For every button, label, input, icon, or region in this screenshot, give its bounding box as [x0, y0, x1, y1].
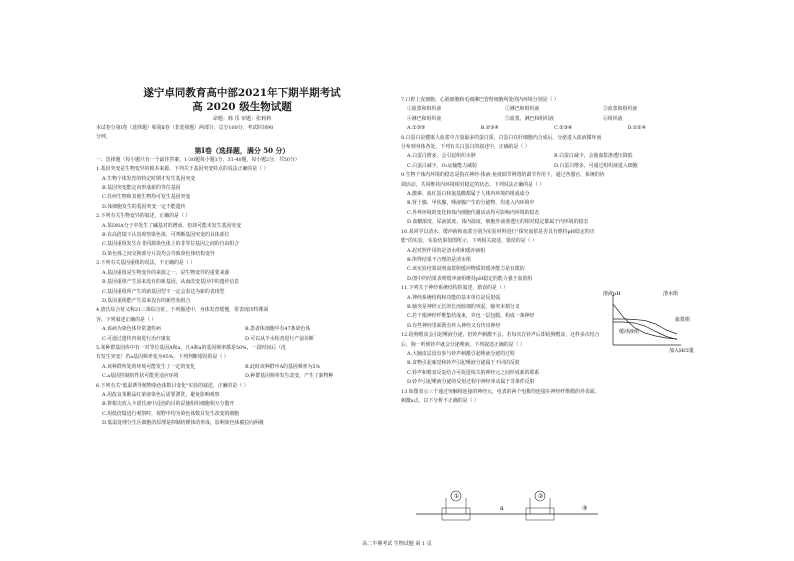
option-grid: [96, 363, 388, 382]
answer-option: D.可以从羊水检查进行产前诊断: [245, 335, 314, 342]
question-block: [96, 344, 388, 363]
answer-option: A.基因重组是生物变异的来源之一，是生物变异的重要来源: [102, 269, 230, 276]
option-grid: [401, 152, 701, 171]
figure-label: ①: [454, 493, 460, 500]
answer-option: C.若干根神经纤维集结成束，外包一层包膜，构成一条神经: [407, 313, 535, 320]
question-stem: 6.下列有关"低温诱导植物染色体数目变化"实验的叙述，正确的是（ ）: [96, 382, 249, 389]
question-stem: 1.基因突变是生物变异的根本来源。下列关于基因突变特点的说法正确的是（ ）: [96, 166, 269, 173]
answer-option: D.体细胞发生的基因突变一定不能遗传: [102, 203, 186, 210]
question-stem: 分布到身体各处。下列有关白蛋白的叙述中，正确的是（ ）: [401, 144, 530, 151]
answer-option: A.神经系统结构和功能的基本单位是反射弧: [407, 294, 501, 301]
answer-option: A.起对照作用的是清水组和缓冲液组: [407, 247, 486, 254]
answer-option: B.所得结果不合理的是清水组: [407, 256, 471, 263]
answer-option: B.基因突变能定向形成新的等位基因: [102, 185, 181, 192]
answer-option: ⑥组织液: [603, 115, 623, 122]
answer-option: D.图中的结果表明缓冲液组维持pH稳定的能力强于血浆组: [407, 275, 533, 282]
right-column: [401, 96, 701, 406]
answer-option: ③血浆和组织液: [603, 106, 638, 113]
answer-option: A.生物个体发育的特定时期才发生基因突变: [102, 175, 196, 182]
question-stem: 能"的实验，实验结果如图所示，下列相关叙述，错误的是（ ）: [401, 238, 537, 245]
question-stem: 8.白蛋白是健康人血浆中含量最多的蛋白质，白蛋白在肝细胞内合成后，分泌进入血液循环而: [401, 134, 602, 141]
question-stem: 3.下列有关基因重组的说法，不正确的是（ ）: [96, 260, 196, 267]
answer-option: D.铃声引起唾液分泌的反射过程中神经冲动属于非条件反射: [407, 379, 535, 386]
figure-label: ②: [538, 493, 544, 500]
answer-option: B.②③④: [480, 125, 499, 132]
question-block: [401, 96, 701, 105]
answer-option: B.将根尖放入卡诺氏液中浸泡的目的是使组织细胞相互分散开: [102, 401, 235, 408]
answer-option: C.该实验结果说明血浆组缓冲物质的缓冲能力是有限的: [407, 266, 525, 273]
figure-label: ③: [582, 505, 588, 512]
answer-option: A.①③⑤: [407, 125, 426, 132]
option-row: [96, 372, 388, 381]
answer-option: D.有些神经里面既有传入神经又有传出神经: [407, 322, 501, 329]
answer-option: ②淋巴和组织液: [505, 106, 540, 113]
answer-option: D.低温处理分生区细胞的原理是抑制纺锤体的形成，影响染色体被拉向两极: [102, 420, 264, 427]
answer-option: A.白蛋白增多，会引起组织水肿: [407, 153, 476, 160]
answer-option: A.该种群所处的环境可能发生了一定的变化: [102, 363, 196, 370]
answer-option: B.肾上腺、甲状腺、唾液腺产生的分泌物，均进入内环境中: [407, 200, 535, 207]
x-axis-label: 加入HCl量: [669, 348, 694, 353]
question-block: [96, 165, 388, 325]
page-footer: 高二半期考试 生物试题 第 1 页: [362, 541, 432, 547]
exam-title: 遂宁卓同教育高中部2021年下期半期考试: [143, 87, 341, 99]
answer-option: D.染色体之间交换部分片段均会导致染色体结构变异: [102, 250, 215, 257]
instruction-line: 分钟。: [96, 134, 111, 141]
answer-option: C.用低倍镜进行观察时，视野中均为染色体数目发生改变的细胞: [102, 410, 240, 417]
answer-option: A.大脑皮层没有参与铃声刺激引起唾液分泌的过程: [407, 350, 515, 357]
section-intro: 一、选择题（每小题只有一个最佳答案，1-30题每小题1分，31-40题，每小题2分，共50分）: [96, 156, 300, 163]
answer-option: ①血浆和组织液: [407, 106, 442, 113]
y-axis-label: 溶液pH: [603, 291, 621, 297]
answer-option: B.白蛋白减少，会使血浆渗透压降低: [554, 153, 633, 160]
answer-option: C.a基因控制的性状可能更适应环境: [102, 373, 179, 380]
option-row: [96, 335, 388, 344]
answer-option: D.①②④: [627, 125, 646, 132]
answer-option: C.基因重组发生在非同源染色体上的非等位基因之间的自由组合: [102, 241, 240, 248]
option-row: [401, 162, 701, 171]
question-stem: 有发生突变）若a基因频率变为95%，下列判断错误的是（ ）: [96, 354, 229, 361]
answer-option: A.激素、血红蛋白和氨基酸都属于人体内环境的组成成分: [407, 191, 530, 198]
question-stem: 后，狗一听到铃声就会分泌唾液。下列叙述正确的是（ ）: [401, 341, 525, 348]
answer-option: C.白蛋白减少，O₂运输能力减弱: [407, 162, 477, 169]
question-stem: 9.生物个体内环境的稳态是指在神经-体液-免疫调节网络的调节作用下，通过各器官、系统的协: [401, 172, 605, 179]
question-stem: 容。下列叙述正确的是（ ）: [96, 316, 157, 323]
option-row: [401, 115, 701, 124]
instruction-line: 本试卷分第Ⅰ卷（选择题）和第Ⅱ卷（非选择题）两部分，总分100分，考试时间90: [96, 125, 274, 131]
answer-option: C.任何生物和其他生物均可发生基因突变: [102, 194, 191, 201]
answer-option: B.基因重组产生原来没有的新基因，从而改变基因中的遗传信息: [102, 279, 240, 286]
answer-option: B.此时该种群中A的基因频率为5%: [245, 363, 321, 370]
answer-option: D.基因重组能产生原来没有的新性状组合: [102, 297, 191, 304]
answer-option: A.该病为染色体异常遗传病: [102, 326, 161, 333]
option-grid: [401, 105, 701, 124]
exam-subtitle: 高 2020 级生物试题: [192, 101, 292, 113]
ph-chart: [603, 287, 701, 353]
question-stem: 刺激a点，以下分析不正确的是（ ）: [401, 398, 479, 404]
answer-option: C.铃声和喂食反复结合可促进相关的神经元之间形成新的联系: [407, 369, 540, 376]
answer-option: A.用改良苯酚品红染液染色后需要漂洗，避免影响观察: [102, 391, 220, 398]
question-stem: 5.某种群基因库中有一对等位基因A和a，且A和a的基因频率都是50%，一段时间后（没: [96, 344, 286, 351]
question-stem: 4.唐氏综合征又称21三体综合征。下列描述中，身体发育缓慢，常表现出特殊面: [96, 307, 269, 314]
answer-option: A.某DNA分子中发生了碱基对的增添，但却可能未发生基因突变: [102, 222, 242, 229]
series-label: 血浆组: [675, 317, 691, 323]
answer-option: C.外界环境的变化和体内细胞代谢活动均可影响内环境的稳态: [407, 209, 540, 216]
figure-label: a: [500, 505, 504, 512]
question-block: [96, 382, 388, 429]
answer-option: B.患者体细胞中有47条染色体: [245, 326, 311, 333]
answer-option: D.种群基因频率发生改变，产生了新物种: [245, 373, 334, 380]
question-stem: 12.给狗喂食会引起唾液分泌，但铃声刺激不会。若每次在铃声后即给狗喂食，这样多次结合: [401, 332, 600, 339]
question-stem: 11.下列关于神经系统结构的叙述，错误的是（ ）: [401, 285, 509, 292]
option-row: [401, 124, 701, 133]
option-row: [401, 152, 701, 161]
answer-option: C.基因重组所产生的新基因型不一定会表达为新的表现型: [102, 288, 225, 295]
answer-option: B.在高倍镜下认真观察染色体，可判断基因突变的具体部位: [102, 232, 230, 239]
question-stem: 2.下列有关生物变异的叙述，正确的是（ ）: [96, 213, 191, 220]
answer-option: D.血糖浓度、尿液浓度、体内温度、细胞外液渗透压的相对稳定都属于内环境的稳态: [407, 219, 589, 226]
option-grid: [96, 325, 388, 344]
series-label: 缓冲液组: [619, 329, 640, 335]
question-stem: 10.某同学以清水、缓冲液和血浆分别为实验材料进行"探究血浆是否具有维持pH稳定的功: [401, 228, 595, 235]
left-column: [96, 86, 388, 429]
answer-option: ④淋巴和组织液: [407, 115, 442, 122]
option-row: [96, 363, 388, 372]
option-row: [401, 105, 701, 114]
question-block: [401, 134, 701, 153]
answer-option: C.②③⑥: [554, 125, 573, 132]
answer-option: B.食物引起味觉和铃声引起唾液分泌属于不同的反射: [407, 360, 520, 367]
question-stem: 13.如图表示三个通过突触相连接的神经元，电表的两个电极均连接在神经纤维膜的外表面。: [401, 388, 600, 395]
section-title: 第Ⅰ卷（选择题，满分 50 分）: [194, 145, 290, 155]
answer-option: ⑤血浆、淋巴和组织液: [505, 115, 554, 122]
exam-meta: 命题：韩 乐 审题：张莉莉: [212, 116, 272, 122]
answer-option: C.可通过遗传咨询进行治疗康复: [102, 335, 171, 342]
option-row: [96, 325, 388, 334]
neuron-figure: [412, 486, 602, 522]
question-stem: 7.口腔上皮细胞、心肌细胞和毛细淋巴管壁细胞所处的内环境分别是（ ）: [401, 97, 559, 103]
option-grid: [401, 124, 701, 133]
answer-option: B.轴突是神经元长的长而较细的突起，轴突末梢分叉: [407, 303, 520, 310]
answer-option: D.白蛋白增多，可通过组织液进入细胞: [554, 162, 638, 169]
series-label: 清水组: [663, 291, 679, 297]
question-stem: 调活动，共同维持内环境相对稳定的状态。下列说法正确的是（ ）: [401, 181, 545, 188]
